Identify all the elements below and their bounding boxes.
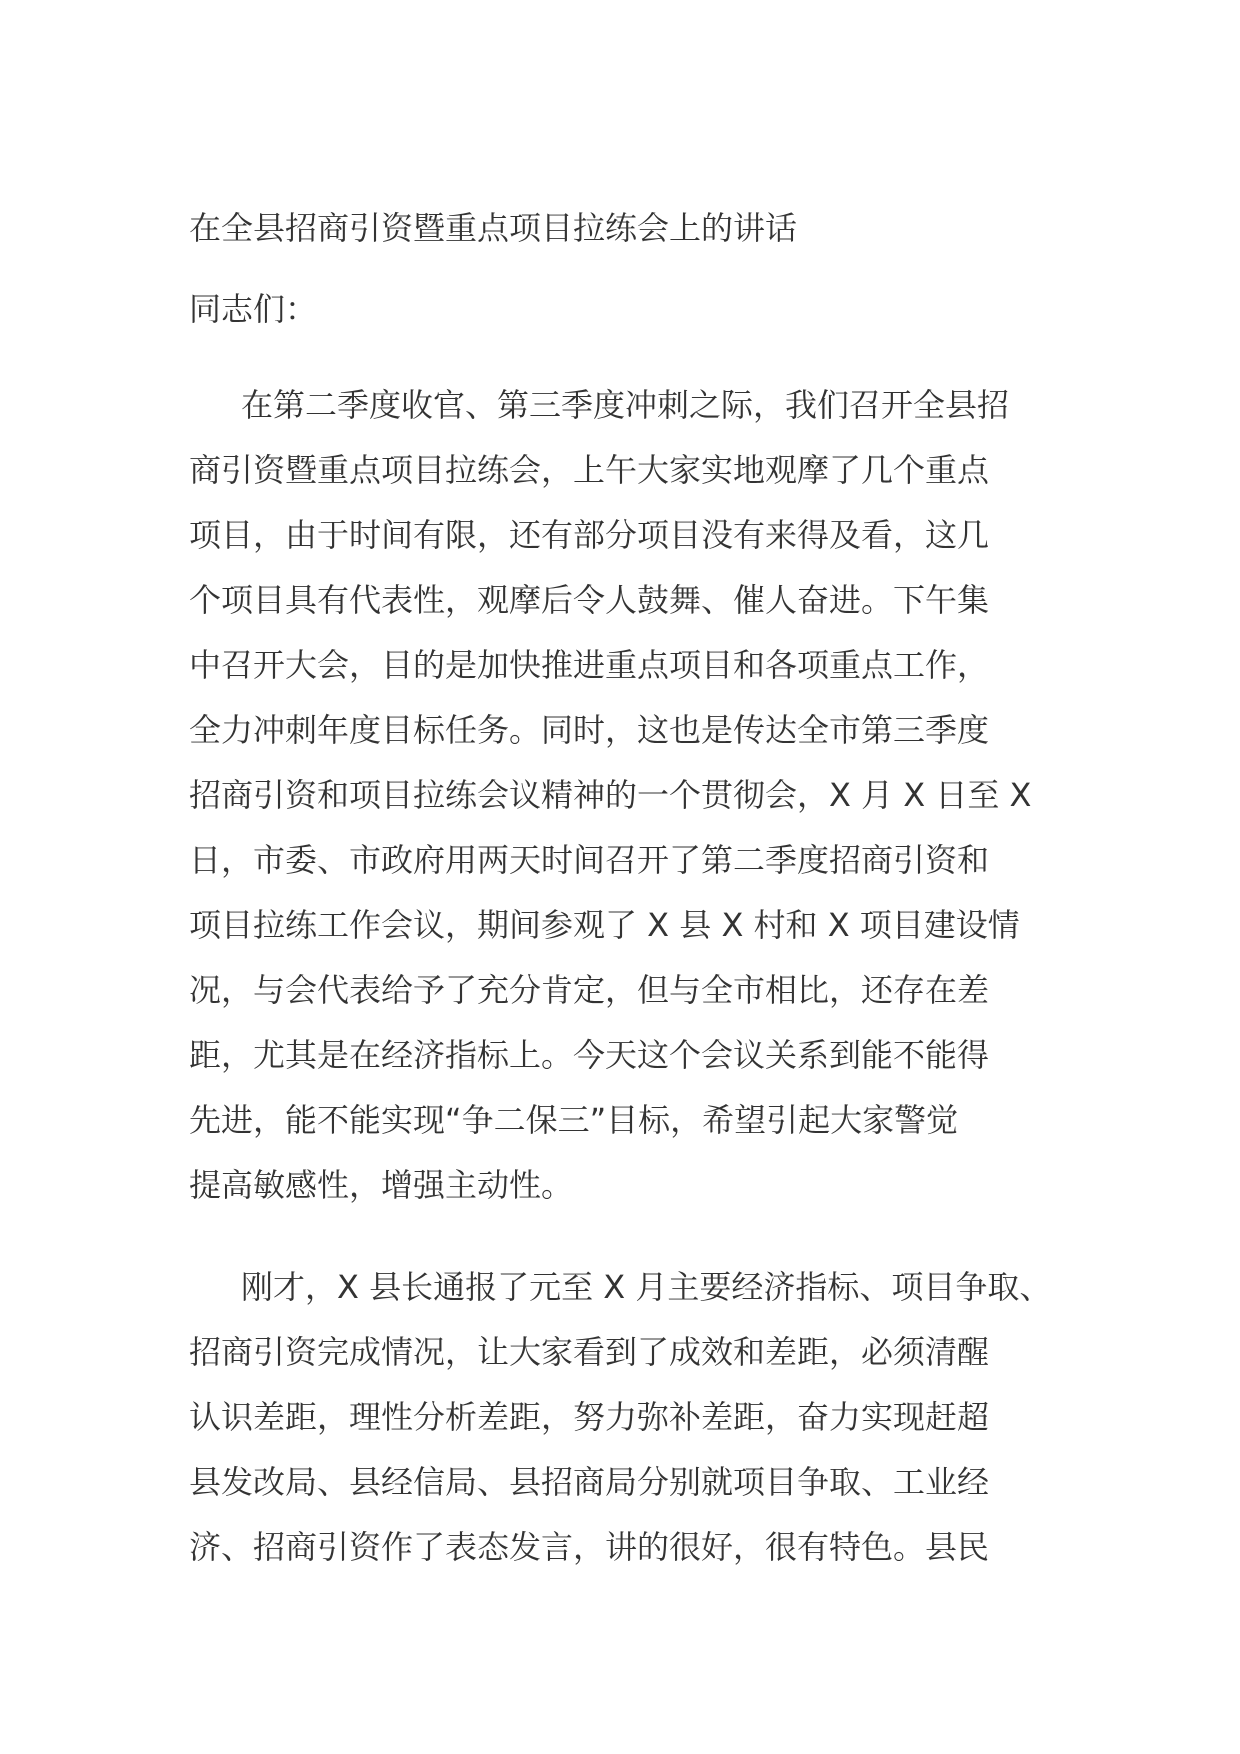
text-line: 个项目具有代表性，观摩后令人鼓舞、催人奋进。下午集 <box>189 581 990 619</box>
text-line: 况，与会代表给予了充分肯定，但与全市相比，还存在差 <box>189 971 990 1009</box>
text-line: 济、招商引资作了表态发言，讲的很好，很有特色。县民 <box>189 1528 990 1566</box>
text-line: 县发改局、县经信局、县招商局分别就项目争取、工业经 <box>189 1463 990 1501</box>
greeting: 同志们： <box>189 290 318 328</box>
paragraph-1 <box>189 373 1089 1218</box>
text-line: 项目拉练工作会议，期间参观了 X 县 X 村和 X 项目建设情 <box>189 906 1020 944</box>
text-line: 日，市委、市政府用两天时间召开了第二季度招商引资和 <box>189 841 990 879</box>
text-line: 全力冲刺年度目标任务。同时，这也是传达全市第三季度 <box>189 711 990 749</box>
text-line: 项目，由于时间有限，还有部分项目没有来得及看，这几 <box>189 516 990 554</box>
text-line: 在第二季度收官、第三季度冲刺之际，我们召开全县招 <box>241 386 1010 424</box>
text-line: 中召开大会，目的是加快推进重点项目和各项重点工作， <box>189 646 990 684</box>
text-line: 认识差距，理性分析差距，努力弥补差距，奋力实现赶超 <box>189 1398 990 1436</box>
text-line: 距，尤其是在经济指标上。今天这个会议关系到能不能得 <box>189 1036 990 1074</box>
text-line: 招商引资和项目拉练会议精神的一个贯彻会，X 月 X 日至 X <box>189 776 1032 814</box>
paragraph-2 <box>189 1255 1089 1580</box>
text-line: 刚才，X 县长通报了元至 X 月主要经济指标、项目争取、 <box>241 1268 1052 1306</box>
document-title: 在全县招商引资暨重点项目拉练会上的讲话 <box>189 209 798 247</box>
text-line: 提高敏感性，增强主动性。 <box>189 1166 574 1204</box>
text-line: 商引资暨重点项目拉练会，上午大家实地观摩了几个重点 <box>189 451 990 489</box>
text-line: 招商引资完成情况，让大家看到了成效和差距，必须清醒 <box>189 1333 990 1371</box>
text-line: 先进，能不能实现“争二保三”目标，希望引起大家警觉 <box>189 1101 959 1139</box>
